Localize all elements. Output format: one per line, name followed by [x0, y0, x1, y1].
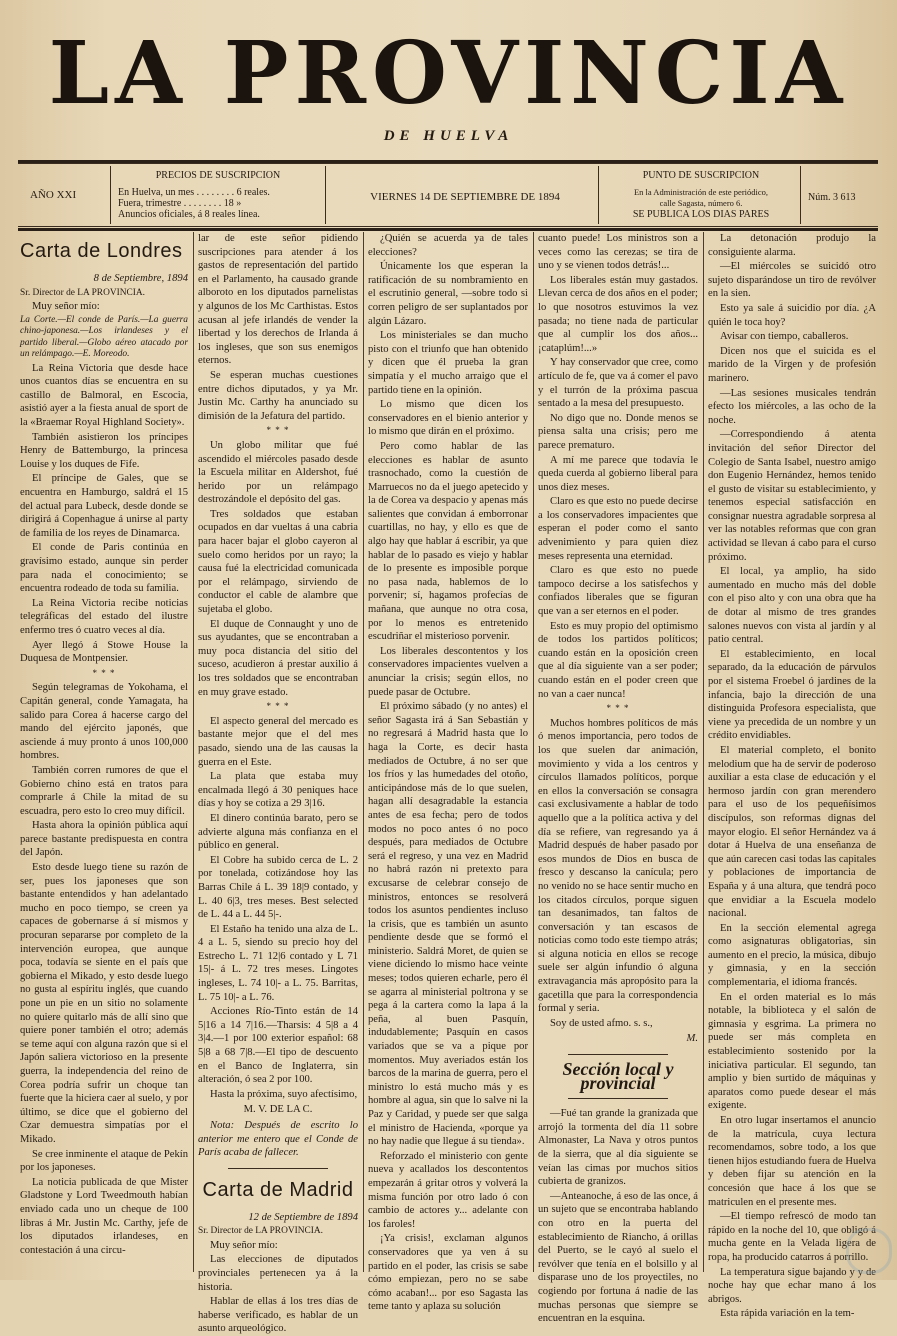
note: Nota: Después de escrito lo anterior me entero que el Conde de París acaba de fallecer. [198, 1120, 358, 1159]
separator-stars: * * * [266, 701, 290, 712]
section-separator [568, 1098, 668, 1099]
article-date: 8 de Septiembre, 1894 [93, 273, 188, 284]
paragraph: Esto ya sale á suicidio por día. ¿A quién le toca hoy? [708, 302, 876, 328]
paragraph: Ayer llegó á Stowe House la Duquesa de Montpensier. [20, 639, 188, 665]
column-rule [363, 232, 364, 1272]
subscription-title: PRECIOS DE SUSCRIPCION [155, 170, 281, 181]
greeting: Muy señor mío: [210, 1239, 278, 1251]
paragraph: Hasta la próxima, suyo afectísimo, [210, 1088, 358, 1100]
paragraph: También asistieron los príncipes Henry de Battemburgo, la princesa Louise y los duques de Fife. [20, 431, 188, 470]
separator-stars: * * * [266, 425, 290, 436]
paragraph: Lo mismo que dicen los conservadores en el bienio anterior y lo mismo que dirán en el próximo. [368, 399, 528, 438]
paragraph: El Cobre ha subido cerca de L. 2 por tonelada, cotizándose hoy las Barras Chile á L. 39 18|9 contado, y L. 40 6|3, tres meses. Best selected de L. 44 a L. 44 5|-. [198, 854, 358, 921]
paragraph: Soy de usted afmo. s. s., [550, 1017, 653, 1029]
article-title-london: Carta de Londres [20, 240, 183, 262]
year-label: AÑO XXI [30, 189, 77, 201]
paragraph: Pero como hablar de las elecciones es hablar de asunto trasnochado, como la cuestión de Marruecos no da el juego apetecido y la de Corea va despacio y apenas más salientes que convidan á emborronar cuartillas, no hay, y ello es que de algo hay que hablar á escribir, ya que hablar de lo pasado es viejo y hablar de lo presente es imposible porque no pasa nada, hablemos de lo porvenir; sí, hagamos profecías de mañana, que aunque no otra cosa, por lo menos es entretenido escudriñar el misterioso porvenir. [368, 440, 528, 643]
section-title-local: Sección local y provincial [562, 1059, 674, 1093]
paragraph: El próximo sábado (y no antes) el señor Sagasta irá á San Sebastián y no regresará á Madrid hasta que lo haga la Corte, es decir hasta mediados de Octubre, á no ser que los fríos y las humedades del otoño, anticipándose más de lo que suelen, hagan allí desagradable la estancia antes de esa fecha; pero de todos modos no poco antes ó no poco después, para mediados de Octubre será el regreso, y una vez en Madrid no habrá razón ni pretexto para excusarse de celebrar consejo de ministros, entonces se resolverá todos los asuntos pendientes incluso la crisis, que es también un asunto pendiente desde que se formó el ministerio. Saldrá Moret, de quien se viene diciendo lo mismo hace veinte meses; todos quieren echarle, pero él se agarra al ministerial poltrona y se pega á la cartera como la lapa á la peña, al buen Pasquín, indudablemente; Pasquín en casos variados que se va a pique por momentos. Muy averiados están los barcos de la marina de guerra, pero el ministro lo está mucho más y es hombre al agua, sin que lo salve ni la Paz y Caridad, y puede ser que salga el ministro de Hacienda, «porque ya no hay nadie que llegue á su tienda». [368, 701, 528, 1148]
separator-stars: * * * [606, 703, 630, 714]
paragraph: Claro es que esto no puede tampoco decirse a los satisfechos y confiados liberales que se figuran que van a ser eternos en el poder. [538, 565, 698, 618]
paragraph: Únicamente los que esperan la ratificación de su nombramiento en el escrutinio general, —sobre todo si corren peligro de ser suplantados por algún Lázaro. [368, 261, 528, 327]
column-1 [20, 232, 188, 1272]
paragraph: Hasta ahora la opinión pública aquí parece bastante predispuesta en contra del Japón. [20, 820, 188, 859]
paragraph: En otro lugar insertamos el anuncio de la matrícula, cuya lectura recomendamos, sobre todo, a los que tienen hijos estudiando fuera de Huelva y deben fijar su atención en la concesión que hace á los que se matriculen en el presente mes. [708, 1115, 876, 1208]
info-divider [598, 166, 599, 224]
paragraph: —Correspondiendo á atenta invitación del señor Director del Colegio de Santa Isabel, nuestro amigo don Eugenio Hernández, hemos tenido el gusto de visitar su establecimiento, y tenemos especial satisfacción en consignar nuestra agradable sorpresa al ver las notables reformas que con gran actividad se llevan á cabo para el curso próximo. [708, 429, 876, 563]
paragraph: La plata que estaba muy encalmada llegó á 30 peniques hace días y hoy se cotiza a 29 3|16. [198, 771, 358, 810]
paragraph: El aspecto general del mercado es bastante mejor que el del mes pasado, siendo una de las causas la guerra en el Este. [198, 715, 358, 768]
paragraph: Esta rápida variación en la tem- [720, 1308, 855, 1320]
header-rule-thick [18, 228, 878, 231]
article-date: 12 de Septiembre de 1894 [248, 1211, 358, 1223]
greeting: Sr. Director de LA PROVINCIA. [198, 1226, 323, 1237]
paragraph: —Las sesiones musicales tendrán efecto los miércoles, a las ocho de la noche. [708, 387, 876, 426]
paragraph: La Reina Victoria recibe noticias telegráficas del estado del ilustre enfermo tres ó cuatro veces al día. [20, 597, 188, 636]
issue-date: VIERNES 14 DE SEPTIEMBRE DE 1894 [370, 191, 560, 203]
paragraph: —Fué tan grande la granizada que arrojó la tormenta del día 11 sobre Almonaster, La Nava y otros puntos de la sierra, que al día siguiente se veían las cimas por muchos sitios cubierta de granizos. [538, 1108, 698, 1188]
paragraph: Avisar con tiempo, caballeros. [720, 331, 849, 343]
masthead-subtitle: DE HUELVA [383, 128, 514, 144]
point-line: En la Administración de este periódico, [633, 187, 769, 197]
separator-stars: * * * [92, 667, 116, 678]
paragraph: Esto es muy propio del optimismo de todos los partidos políticos; cuando están en la oposición creen que al día siguiente van a ser poder; cuando están en el poder creen que no van a caer nunca! [538, 620, 698, 700]
paragraph: Se esperan muchas cuestiones entre dichos diputados, y ya Mr. Justin Mc. Carthy ha anunciado su dimisión de la Jefatura del partido. [198, 369, 358, 422]
greeting: Muy señor mío: [32, 301, 100, 313]
column-4 [538, 232, 698, 1325]
column-rule [193, 232, 194, 1272]
paragraph: Los liberales están muy gastados. Llevan cerca de dos años en el poder; lo que nosotros estuvimos la vez pasada; no tiene nada de particular que al cumplir los dos años... ¡cataplúm!...» [538, 274, 698, 354]
paragraph: Acciones Río-Tinto están de 14 5|16 a 14 7|16.—Tharsis: 4 5|8 a 4 3|4.—1 por 100 exterior español: 68 5|8 a 68 7|8.—El tipo de descuento en el Banco de Inglaterra, sin alteración, ó sea 2 por 100. [198, 1006, 358, 1086]
signature: M. [686, 1033, 698, 1045]
paragraph: —El tiempo refrescó de modo tan rápido en la noche del 10, que obligó á mucha gente en la Velada ligera de ropa, ha producido catarros á porrillo. [708, 1211, 876, 1263]
paragraph: ¿Quién se acuerda ya de tales elecciones? [368, 233, 528, 258]
paragraph: El duque de Connaught y uno de sus ayudantes, que se encontraban a muy poca distancia del sitio del suceso, acudieron á prestar auxilio á los tres soldados que se encontraban en muy grave estado. [198, 618, 358, 698]
subscription-line: En Huelva, un mes . . . . . . . . 6 reales. [118, 187, 270, 198]
issue-number: Núm. 3 613 [808, 192, 856, 203]
paragraph: Dicen nos que el suicida es el marido de la Virgen y de profesión marinero. [708, 345, 876, 384]
subscription-prices [118, 166, 318, 224]
paragraph: Los liberales descontentos y los conservadores impacientes vuelven a anunciar la crisis; según ellos, no puede pasar de Octubre. [368, 645, 528, 698]
paragraph: Tres soldados que estaban ocupados en dar vueltas á una cabria para hacer bajar el globo cayeron al suelo como heridos por un rayo; la causa fué la electricidad comunicada por el relámpago, sirviendo de conductor el cable de alambre que sujetaba el globo. [198, 508, 358, 616]
paragraph: En la sección elemental agrega como asignaturas obligatorias, sin aumento en el precio, la música, dibujo y gimnasia, y en la sección complementaria, el idioma francés. [708, 922, 876, 989]
paragraph: Hablar de ellas á los tres días de haberse verificado, es hablar de un asunto arqueológico. [198, 1296, 358, 1335]
paragraph: La temperatura sigue bajando y y de noche hay que echar mano á los abrigos. [708, 1266, 876, 1305]
masthead-title: LA PROVINCIA [48, 23, 849, 124]
article-separator [228, 1168, 328, 1169]
paragraph: Un globo militar que fué ascendido el miércoles pasado desde la Escuela militar en Aldershot, fué herido por un relámpago destrozándole el depósito del gas. [198, 439, 358, 506]
paragraph: cuanto puede! Los ministros son a veces como las cerezas; se tira de uno y se vienen todos detrás!... [538, 233, 698, 272]
info-divider [110, 166, 111, 224]
paragraph: A mí me parece que todavía le queda cuerda al gobierno liberal para unos diez meses. [538, 454, 698, 493]
paragraph: ¡Ya crisis!, exclaman algunos conservadores que ya ven á su partido en el poder, las crisis se sabe cómo empiezan, pero no se sabe cómo acaban!... por eso Sagasta las teme tanto y aplaza su solución [368, 1233, 528, 1313]
paragraph: El conde de Paris continúa en gravísimo estado, aunque sin perder para nada el conocimiento; se encuentra rodeado de toda su familia. [20, 542, 188, 595]
subscription-line: Anuncios oficiales, á 8 reales línea. [118, 209, 260, 220]
paragraph: Esto desde luego tiene su razón de ser, pues los japoneses que son bastante entendidos y han adelantado mucho en poco tiempo, se creen ya capaces de gobernarse á sí mismos y procuran separarse por completo de la intervención europea, que aunque poca, todavía se siente en el país que gobierna el Mikado, y esto desde luego no gusta al espíritu inglés, que cuando pone un pie en un sitio no solamente no quiere quitarlo más de allí sino que quiere poner también el otro; además se teme aquí con alguna razón que si el Japón saliera victorioso en la presente guerra, la independencia del reino de Corea podría sufrir un choque tan fuerte que la hiciera caer al suelo, y por último, se dice que el gobierno del Czar demuestra simpatías por el Mikado. [20, 862, 188, 1145]
paragraph: —Anteanoche, á eso de las once, á un sujeto que se encontraba hablando con otro en la puerta del establecimiento de Riancho, á orillas del Puerto, se le cayó al suelo el revólver que tenía en el bolsillo y al disparase uno de los proyectiles, no cogiendo por fortuna á nadie de las muchas personas que siempre se encuentran en la esquina. [538, 1190, 698, 1325]
article-title-madrid: Carta de Madrid [202, 1178, 354, 1201]
info-divider [325, 166, 326, 224]
summary: La Corte.—El conde de París.—La guerra chino-japonesa.—Los irlandeses y el partido liberal.—Globo aéreo atacado por un relámpago.—E. Moreodo. [20, 314, 188, 360]
paragraph: La noticia publicada de que Mister Gladstone y Lord Tweedmouth habían enviado cada uno un cheque de 100 libras á Mr. Justin Mc. Carthy, jefe de los diputados irlandeses, en contestación á una circu- [20, 1176, 188, 1256]
column-rule [533, 232, 534, 1272]
subscription-point [606, 166, 796, 224]
paragraph: El local, ya amplio, ha sido aumentado en mucho más del doble con el piso alto y con una obra que ha de dotar al mismo de tres grandes salones nuevos con vista al jardín y al patio central. [708, 566, 876, 646]
paragraph: Reforzado el ministerio con gente nueva y acallados los descontentos empezarán á gritar otros y volverá la misma función por otro lado ó con cambio de actores y... adelante con los faroles! [368, 1150, 528, 1230]
paragraph: Muchos hombres políticos de más ó menos importancia, pero todos de los que suelen dar animación, movimiento y vida a los centros y círculos llamados políticos, porque en ellos la conversación se consagra casi exclusivamente a hablar de todo aquello que a la política activa y del día se refiere, van regresando ya á Madrid después de haber pasado por esos mundos de Dios en busca de fresco y descanso la canícula; pero no venido no se hace sentir mucho en los citados círculos, porque siguen tan desanimados, tan faltos de conversación y tan escasos de noticias como todo este tiempo atrás; si alguna noticia en ellos se recoge suele ser algún infundio ó alguna extravagancia más apropósito para la gacetilla que para la correspondencia formal y seria. [538, 717, 698, 1015]
column-3 [368, 232, 528, 1313]
paragraph: Los ministeriales se dan mucho pisto con el triunfo que han obtenido y dicen que él prueba la gran simpatía y el mucho arraigo que el partido tiene en la opinión. [368, 330, 528, 396]
paragraph: La Reina Victoria que desde hace unos cuantos días se encuentra en su castillo de Balmoral, en Escocia, asistió ayer a la fiesta anual de sport de la «Braemar Royal Highland Society». [20, 362, 188, 429]
paragraph: El establecimiento, en local separado, da la educación de párvulos por el sistema Froebel ó jardines de la infancia, bajo la dirección de una distinguida Profesora especialista, que viene ya precedida de un nombre y un crédito envidiables. [708, 648, 876, 742]
paragraph: Las elecciones de diputados provinciales pertenecen ya á la historia. [198, 1254, 358, 1293]
paragraph: No digo que no. Donde menos se piensa salta una crisis; pero me parece prematuro. [538, 412, 698, 451]
paragraph: El príncipe de Gales, que se encuentra en Hamburgo, saldrá el 15 del actual para Lubeck, desde donde se dirigirá á Copenhague á unirse al party de familia de los reyes de Dinamarca. [20, 473, 188, 539]
paragraph: En el orden material es lo más notable, la biblioteca y el salón de gimnasia y esgrima. La primera no puede ser más completa en establecimiento sostenido por la iniciativa particular. El segundo, tan amplio y bien surtido de máquinas y aparatos como puede desear el más exigente. [708, 991, 876, 1112]
paragraph: La detonación produjo la consiguiente alarma. [708, 233, 876, 258]
publication-days: SE PUBLICA LOS DIAS PARES [632, 209, 770, 220]
greeting: Sr. Director de LA PROVINCIA. [20, 287, 145, 298]
point-line: calle Sagasta, número 6. [659, 198, 743, 208]
paragraph: Claro es que esto no puede decirse a los conservadores impacientes que esperan el poder como el santo advenimiento y para quien diez meses representa una eternidad. [538, 496, 698, 562]
paragraph: —El miércoles se suicidó otro sujeto disparándose un tiro de revólver en la sien. [708, 261, 876, 300]
paragraph: Se cree inminente el ataque de Pekín por los japoneses. [20, 1148, 188, 1174]
subscription-line: Fuera, trimestre . . . . . . . . 18 » [118, 198, 242, 209]
point-title: PUNTO DE SUSCRIPCION [642, 170, 760, 181]
header-rule [18, 226, 878, 227]
paragraph: El Estaño ha tenido una alza de L. 4 a L. 5, siendo su precio hoy del Estrecho L. 71 12|6 contado y L 71 15|- á L. 72 tres meses. Lingotes ingleses, L. 74 10|- a L. 75. Barritas, L. 75 10|- a L. 76. [198, 923, 358, 1003]
paragraph: El material completo, el bonito melodium que ha de servir de poderoso auxiliar a esta clase de educación y el hermoso jardín con gran merendero para el uso de los pequeñísimos discípulos, son reformas dignas del mayor elogio. El señor Hernández va á dotar á Huelva de una enseñanza de que aún carecen casi todas las capitales y poblaciones de importancia de España y á una altura, que tendrá poco que envidiar a la Escuela modelo nacional. [708, 744, 876, 920]
paragraph: Y hay conservador que cree, como artículo de fe, que va á comer el pavo y el turrón de la próxima pascua sentado a la mesa del presupuesto. [538, 357, 698, 410]
column-5 [708, 232, 876, 1320]
info-divider [800, 166, 801, 224]
signature: M. V. DE LA C. [243, 1104, 313, 1116]
column-rule [703, 232, 704, 1272]
paragraph: También corren rumores de que el Gobierno chino está en tratos para comprarle á Chile la mitad de su escuadra, pero esto lo creo muy difícil. [20, 764, 188, 817]
paragraph: lar de este señor pidiendo suscripciones para atender á los gastos de representación del partido en el Parlamento, ha causado grande alboroto en los diputados parnelistas y algunos de los Mc Carthistas. Estos acusan al jefe irlandés de vender la libertad y los derechos de Irlanda á los ingleses, que son sus enemigos eternos. [198, 233, 358, 367]
column-2 [198, 232, 358, 1335]
library-watermark [846, 1228, 892, 1274]
section-separator [568, 1054, 668, 1055]
top-rule-thin [18, 163, 878, 164]
paragraph: Según telegramas de Yokohama, el Capitán general, conde Yamagata, ha salido para Corea á hacerse cargo del mando del ejército japonés, que asciende á muy pronto á unos 100,000 hombres. [20, 682, 188, 762]
paragraph: El dinero continúa barato, pero se advierte alguna más confianza en el público en general. [198, 812, 358, 852]
